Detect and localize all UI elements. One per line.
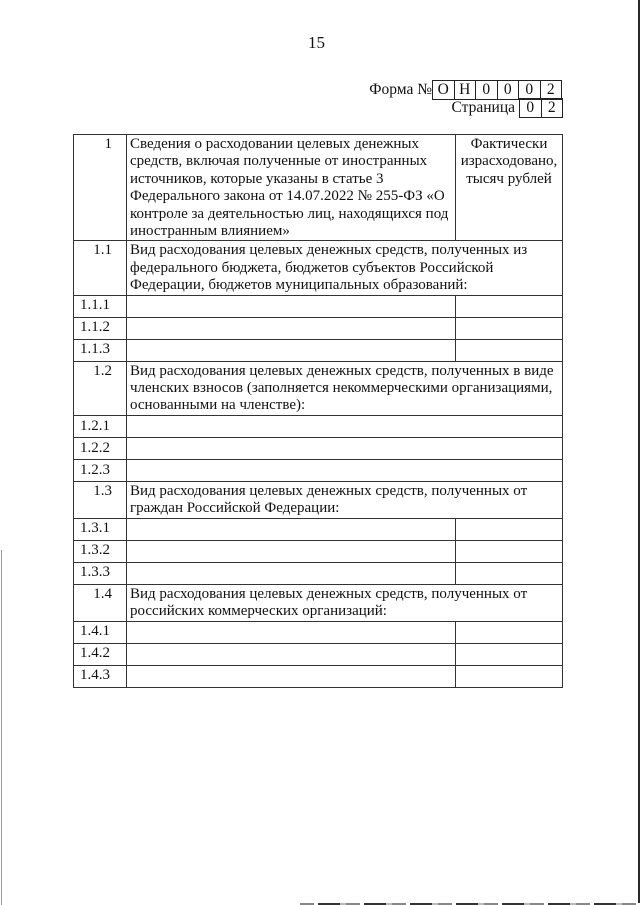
page-number: 15 xyxy=(308,33,325,52)
form-code-cell: 0 xyxy=(498,81,520,99)
row-description-field[interactable] xyxy=(127,317,456,339)
row-number: 1.2.2 xyxy=(74,437,127,459)
page-code-cell: 2 xyxy=(547,99,556,116)
row-amount-field[interactable] xyxy=(456,540,563,562)
row-number: 1.1.1 xyxy=(74,295,127,317)
row-description-field[interactable] xyxy=(127,415,563,437)
section-row xyxy=(74,481,563,518)
row-number: 1.2.3 xyxy=(74,459,127,481)
table-row xyxy=(74,437,563,459)
row-description-field[interactable] xyxy=(127,459,563,481)
form-code-cell: 0 xyxy=(476,81,498,99)
row-amount-field[interactable] xyxy=(456,295,563,317)
table-row xyxy=(74,415,563,437)
row-amount-field[interactable] xyxy=(456,665,563,687)
table-row xyxy=(74,562,563,584)
row-amount-field[interactable] xyxy=(456,621,563,643)
header-description: Сведения о расходовании целевых денежных средств, включая полученные от иностранных источников, которые указаны в статье 3 Федерального закона от 14.07.2022 № 255-ФЗ «О контроле за деятельностью лиц, находящихся под иностранным влиянием» xyxy=(127,135,456,241)
section-description: Вид расходования целевых денежных средств, полученных от российских коммерческих организаций: xyxy=(127,584,563,621)
table-row xyxy=(74,518,563,540)
row-description-field[interactable] xyxy=(127,562,456,584)
form-code-cell: Н xyxy=(455,81,477,99)
table-row xyxy=(74,317,563,339)
table-row xyxy=(74,295,563,317)
section-description: Вид расходования целевых денежных средств, полученных от граждан Российской Федерации: xyxy=(127,481,563,518)
section-row xyxy=(74,241,563,295)
section-number: 1.1 xyxy=(74,241,127,295)
row-description-field[interactable] xyxy=(127,339,456,361)
table-row xyxy=(74,540,563,562)
row-number: 1.1.2 xyxy=(74,317,127,339)
row-description-field[interactable] xyxy=(127,437,563,459)
form-code-cell: О xyxy=(433,81,455,99)
section-number: 1.3 xyxy=(74,481,127,518)
row-amount-field[interactable] xyxy=(456,562,563,584)
row-number: 1.1.3 xyxy=(74,339,127,361)
form-code-cell: 2 xyxy=(546,81,555,98)
scan-edge-left xyxy=(1,550,2,905)
form-code-cell: 0 xyxy=(519,81,541,99)
section-row xyxy=(74,361,563,415)
table-row xyxy=(74,621,563,643)
row-number: 1.3.2 xyxy=(74,540,127,562)
page-code-row xyxy=(400,98,556,117)
row-amount-field[interactable] xyxy=(456,643,563,665)
table-row xyxy=(74,643,563,665)
page-code-label: Страница xyxy=(451,98,515,116)
expenditure-table xyxy=(73,134,563,688)
row-description-field[interactable] xyxy=(127,518,456,540)
row-number: 1.4.3 xyxy=(74,665,127,687)
row-amount-field[interactable] xyxy=(456,518,563,540)
row-number: 1.4.2 xyxy=(74,643,127,665)
table-header-row xyxy=(74,135,563,241)
table-row xyxy=(74,339,563,361)
section-number: 1.4 xyxy=(74,584,127,621)
table-row xyxy=(74,459,563,481)
table-row xyxy=(74,665,563,687)
row-number: 1.3.1 xyxy=(74,518,127,540)
section-row xyxy=(74,584,563,621)
page-code-boxes xyxy=(519,98,563,118)
row-number: 1.3.3 xyxy=(74,562,127,584)
header-amount-column: Фактически израсходовано, тысяч рублей xyxy=(456,135,563,241)
row-number: 1.4.1 xyxy=(74,621,127,643)
form-number-label: Форма № xyxy=(369,80,432,98)
page-code-cell: 0 xyxy=(520,99,542,117)
row-number: 1.2.1 xyxy=(74,415,127,437)
row-amount-field[interactable] xyxy=(456,317,563,339)
row-description-field[interactable] xyxy=(127,621,456,643)
section-description: Вид расходования целевых денежных средств, полученных в виде членских взносов (заполняется некоммерческими организациями, основанными на членстве): xyxy=(127,361,563,415)
row-description-field[interactable] xyxy=(127,665,456,687)
form-number-boxes xyxy=(432,80,562,100)
section-number: 1.2 xyxy=(74,361,127,415)
row-description-field[interactable] xyxy=(127,643,456,665)
form-number-row xyxy=(340,80,555,99)
section-description: Вид расходования целевых денежных средств, полученных из федерального бюджета, бюджетов субъектов Российской Федерации, бюджетов муниципальных образований: xyxy=(127,241,563,295)
header-number: 1 xyxy=(74,135,127,241)
row-description-field[interactable] xyxy=(127,540,456,562)
row-description-field[interactable] xyxy=(127,295,456,317)
row-amount-field[interactable] xyxy=(456,339,563,361)
